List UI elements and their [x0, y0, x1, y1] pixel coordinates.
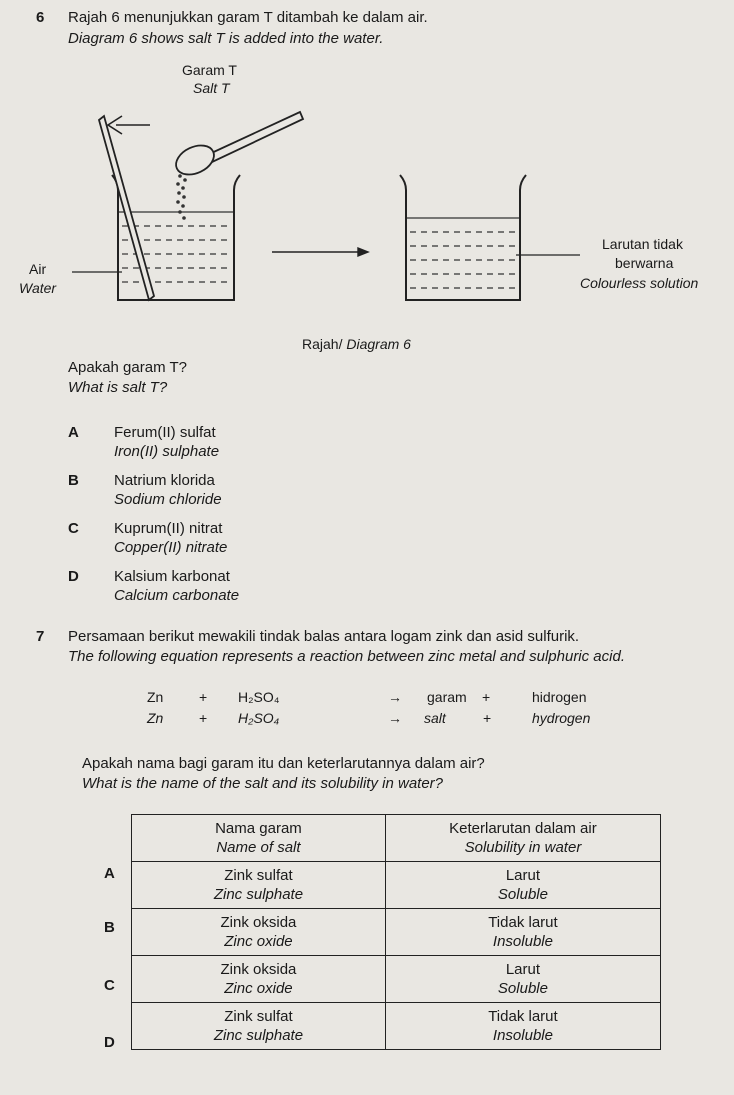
row-c-sol-ms: Larut [505, 961, 541, 978]
answer-table [131, 814, 661, 1050]
row-d-sol-en: Insoluble [492, 1027, 553, 1044]
row-c-name-en: Zinc oxide [224, 980, 293, 997]
salt-label-ms: Garam T [182, 62, 237, 78]
row-c-letter[interactable]: C [104, 977, 115, 994]
eq-en-acid: H₂SO₄ [238, 710, 280, 726]
q6-question-en: What is salt T? [68, 379, 168, 396]
solution-label-ms-2: berwarna [615, 255, 674, 271]
eq-en-zn: Zn [147, 710, 164, 726]
header-sol-ms: Keterlarutan dalam air [449, 820, 597, 837]
header-name-ms: Nama garam [215, 820, 302, 837]
row-b-sol [385, 909, 660, 956]
eq-en-plus2: + [483, 710, 492, 726]
table-row[interactable] [132, 909, 661, 956]
header-solubility [385, 815, 660, 862]
right-beaker [400, 175, 526, 300]
row-a-name-ms: Zink sulfat [224, 867, 293, 884]
option-c-letter[interactable]: C [68, 520, 79, 537]
row-b-name [132, 909, 386, 956]
row-b-name-en: Zinc oxide [224, 933, 293, 950]
solution-label-ms-1: Larutan tidak [602, 236, 683, 252]
row-d-sol-ms: Tidak larut [488, 1008, 558, 1025]
eq-ms-plus2: + [482, 689, 491, 705]
row-a-sol-ms: Larut [505, 867, 541, 884]
option-a-letter[interactable]: A [68, 424, 79, 441]
eq-en-arrow: → [388, 710, 402, 726]
table-row[interactable] [132, 862, 661, 909]
table-header-row [132, 815, 661, 862]
row-a-letter[interactable]: A [104, 865, 115, 882]
row-d-name-ms: Zink sulfat [224, 1008, 293, 1025]
salt-label-en: Salt T [193, 80, 230, 96]
q6-number: 6 [36, 9, 45, 26]
row-b-letter[interactable]: B [104, 919, 115, 936]
water-label-en: Water [19, 280, 57, 296]
header-name-en: Name of salt [216, 839, 301, 856]
eq-ms-arrow: → [388, 689, 402, 705]
row-d-name-en: Zinc sulphate [213, 1027, 304, 1044]
q6-text-en: Diagram 6 shows salt T is added into the water. [68, 30, 384, 47]
option-b-letter[interactable]: B [68, 472, 79, 489]
eq-ms-zn: Zn [147, 689, 164, 705]
q6-question-ms: Apakah garam T? [68, 359, 187, 376]
eq-en-salt: salt [424, 710, 446, 726]
spatula [171, 112, 303, 180]
option-b-en: Sodium chloride [114, 491, 222, 508]
option-d-en: Calcium carbonate [114, 587, 240, 604]
option-b-ms: Natrium klorida [114, 472, 215, 489]
reaction-arrow [272, 248, 368, 256]
row-b-sol-ms: Tidak larut [488, 914, 558, 931]
q7-question-en: What is the name of the salt and its solubility in water? [82, 775, 444, 792]
row-a-name-en: Zinc sulphate [213, 886, 304, 903]
row-c-name-ms: Zink oksida [220, 961, 297, 978]
caption-ms: Rajah/ [302, 336, 343, 352]
row-d-name [132, 1003, 386, 1050]
eq-ms-gas: hidrogen [532, 689, 587, 705]
q7-number: 7 [36, 628, 45, 645]
option-a-en: Iron(II) sulphate [114, 443, 220, 460]
row-d-sol [385, 1003, 660, 1050]
salt-grains [176, 174, 187, 220]
caption-en: Diagram 6 [346, 336, 411, 352]
row-d-letter[interactable]: D [104, 1034, 115, 1051]
q7-text-ms: Persamaan berikut mewakili tindak balas antara logam zink dan asid sulfurik. [68, 628, 580, 645]
q7-text-en: The following equation represents a reaction between zinc metal and sulphuric acid. [68, 648, 625, 665]
option-d-ms: Kalsium karbonat [114, 568, 230, 585]
row-a-sol-en: Soluble [497, 886, 548, 903]
q7-question-ms: Apakah nama bagi garam itu dan keterlarutannya dalam air? [82, 755, 485, 772]
table-row[interactable] [132, 1003, 661, 1050]
q6-text-ms: Rajah 6 menunjukkan garam T ditambah ke dalam air. [68, 9, 428, 26]
table-row[interactable] [132, 956, 661, 1003]
header-salt-name [132, 815, 386, 862]
water-label-ms: Air [29, 261, 47, 277]
salt-pointer-arrow [108, 116, 150, 134]
row-b-sol-en: Insoluble [492, 933, 553, 950]
eq-ms-acid: H₂SO₄ [238, 689, 280, 705]
option-a-ms: Ferum(II) sulfat [114, 424, 216, 441]
row-b-name-ms: Zink oksida [220, 914, 297, 931]
row-c-name [132, 956, 386, 1003]
row-a-sol [385, 862, 660, 909]
eq-en-gas: hydrogen [532, 710, 591, 726]
eq-ms-salt: garam [427, 689, 467, 705]
row-c-sol [385, 956, 660, 1003]
eq-ms-plus1: + [199, 689, 208, 705]
option-d-letter[interactable]: D [68, 568, 79, 585]
figure-caption [302, 336, 411, 352]
solution-label-en: Colourless solution [580, 275, 699, 291]
eq-en-plus1: + [199, 710, 208, 726]
right-solution [407, 218, 519, 288]
header-sol-en: Solubility in water [464, 839, 582, 856]
option-c-en: Copper(II) nitrate [114, 539, 228, 556]
row-c-sol-en: Soluble [497, 980, 548, 997]
option-c-ms: Kuprum(II) nitrat [114, 520, 223, 537]
row-a-name [132, 862, 386, 909]
